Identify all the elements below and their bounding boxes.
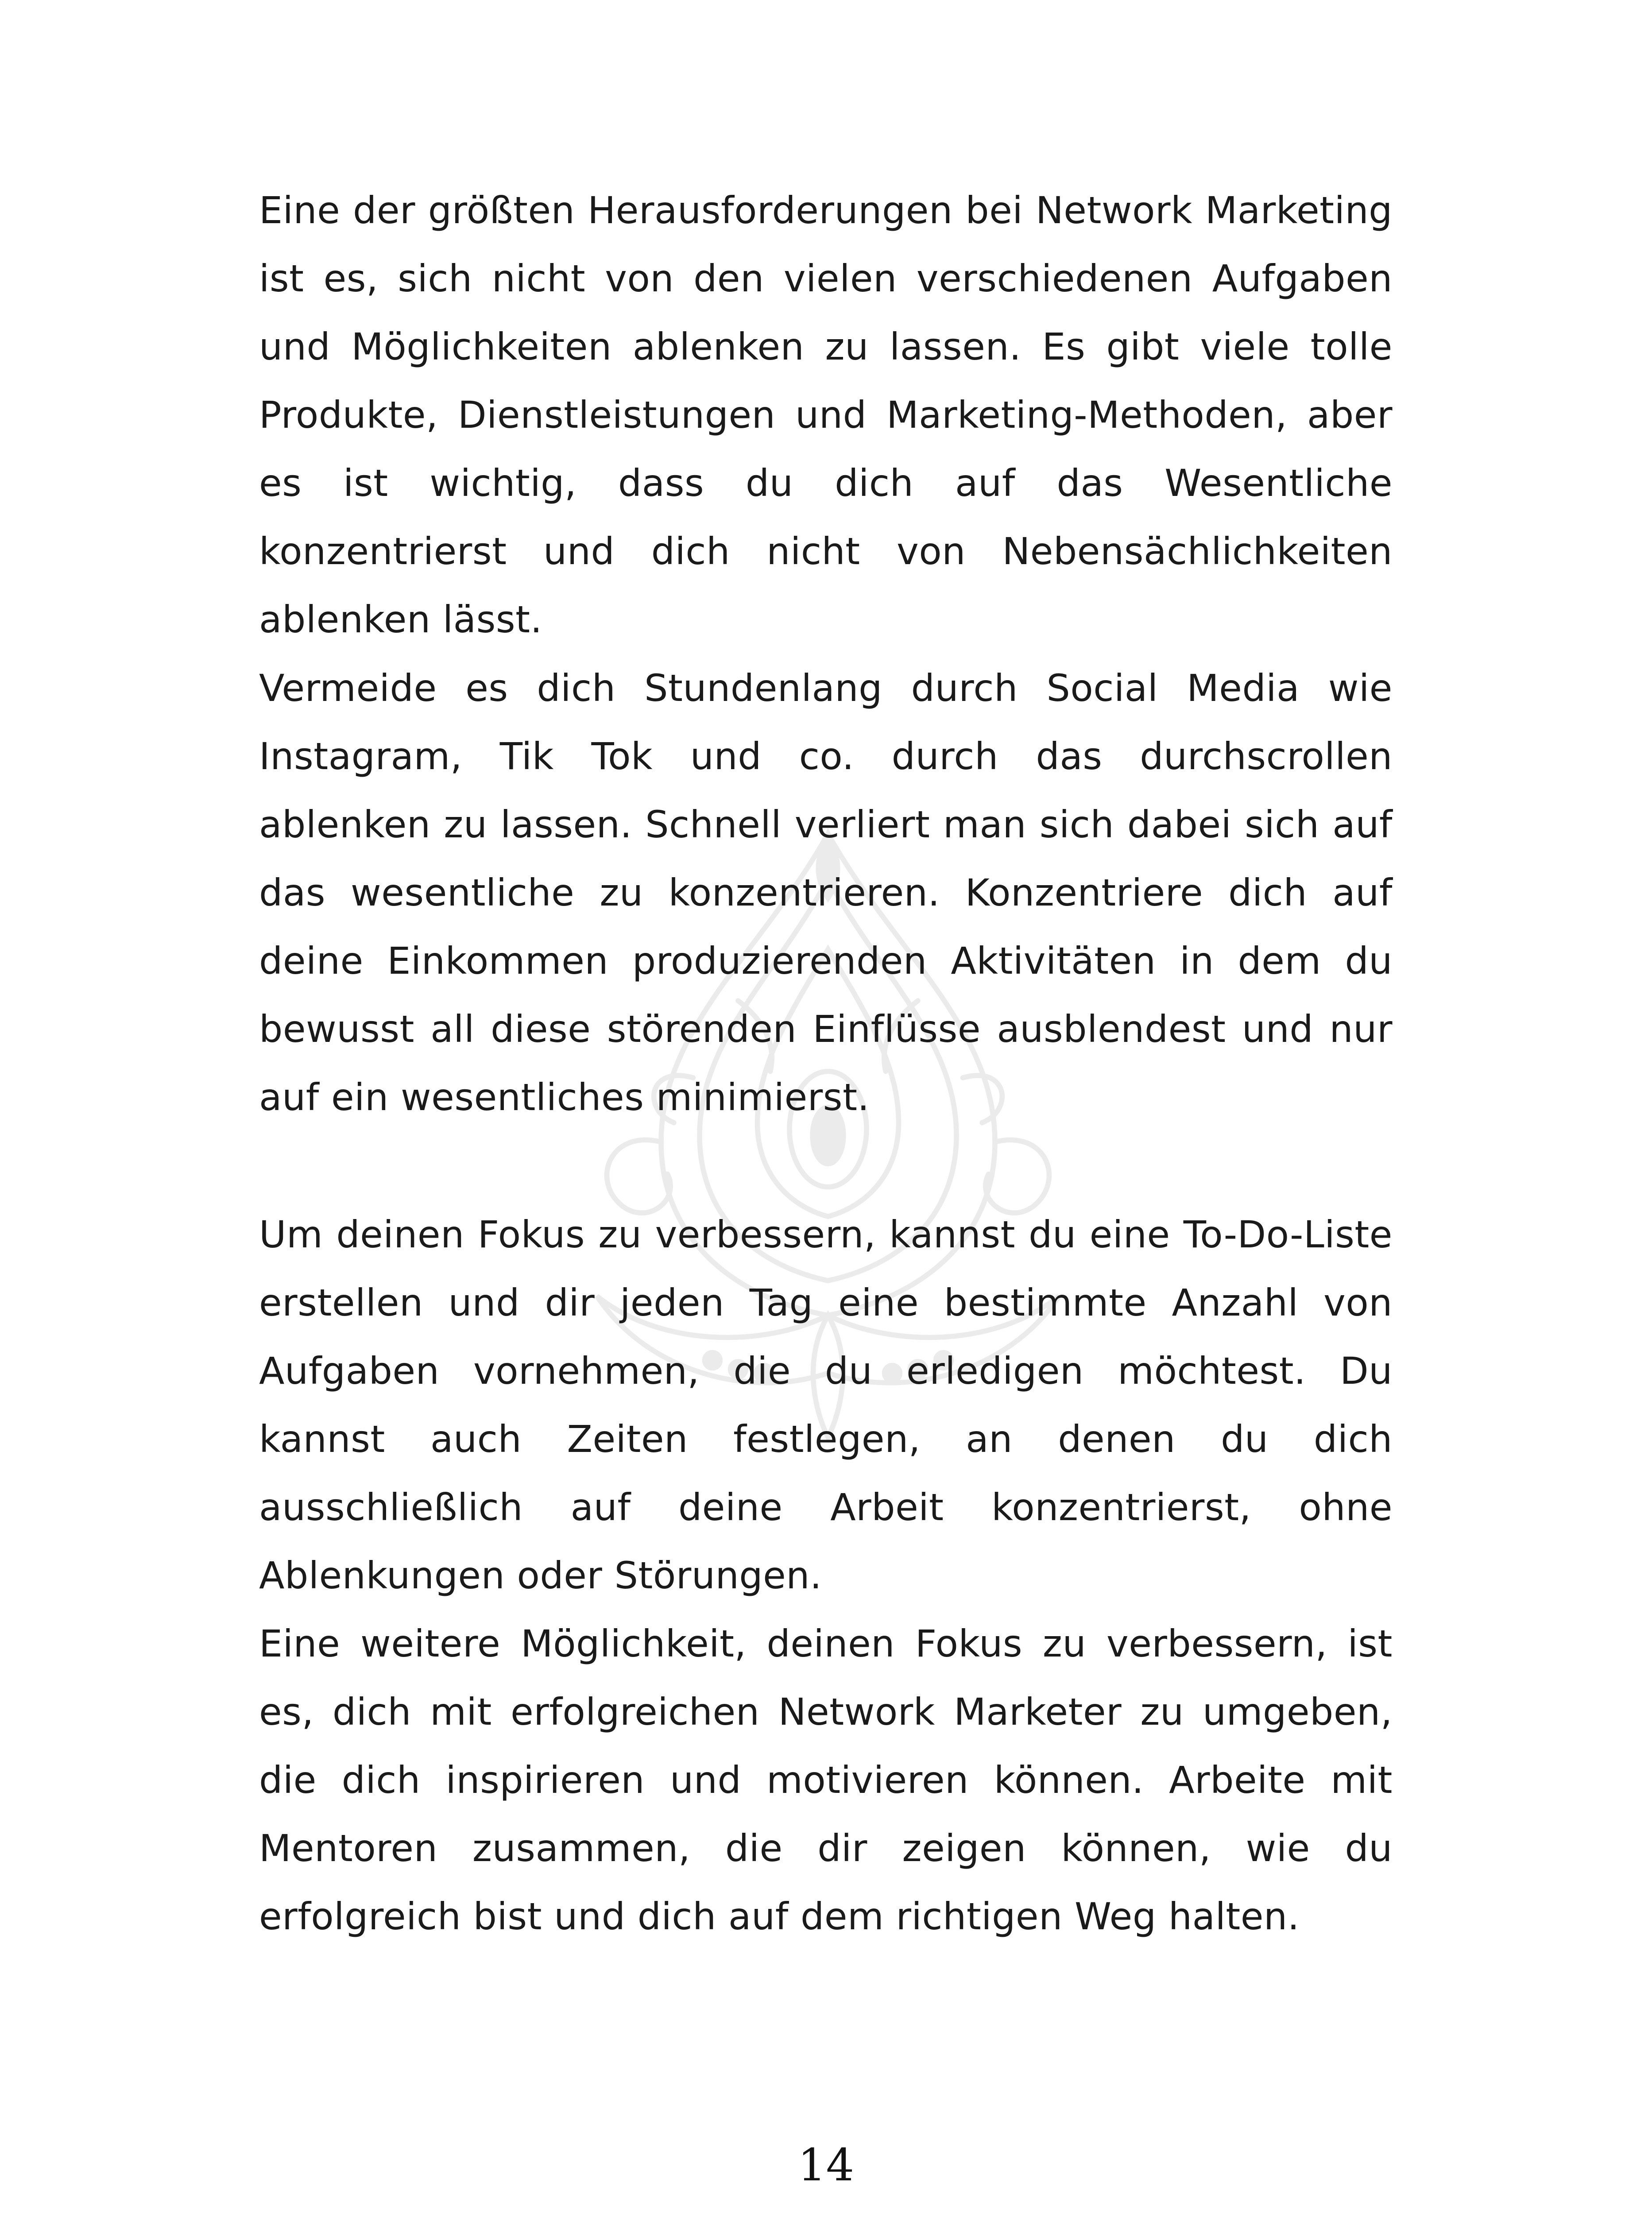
paragraph-3 [259,1200,1393,1951]
paragraph-2 [259,654,1393,1131]
paragraph-text: Eine weitere Möglichkeit, deinen Fokus zu verbessern, ist es, dich mit erfolgreichen Network Marketer zu umgeben, die dich inspirieren und motivieren können. Arbeite mit Mentoren zusammen, die dir zeigen können, wie du erfolgreich bist und dich auf dem richtigen Weg halten. [259,1622,1393,1938]
page-number: 14 [797,2139,855,2191]
paragraph-text: Um deinen Fokus zu verbessern, kannst du eine To-Do-Liste erstellen und dir jeden Tag eine bestimmte Anzahl von Aufgaben vornehmen, die du erledigen möchtest. Du kannst auch Zeiten festlegen, an denen du dich ausschließlich auf deine Arbeit konzentrierst, ohne Ablenkungen oder Störungen. [259,1213,1393,1597]
paragraph-1 [259,176,1393,654]
paragraph-text: Eine der größten Herausforderungen bei Network Marketing ist es, sich nicht von den vielen verschiedenen Aufgaben und Möglichkeiten ablenken zu lassen. Es gibt viele tolle Produkte, Dienstleistungen und Marketing-Methoden, aber es ist wichtig, dass du dich auf das Wesentliche konzentrierst und dich nicht von Nebensächlichkeiten ablenken lässt. [259,189,1393,641]
paragraph-text: Vermeide es dich Stundenlang durch Social Media wie Instagram, Tik Tok und co. durch das durchscrollen ablenken zu lassen. Schnell verliert man sich dabei sich auf das wesentliche zu konzentrieren. Konzentriere dich auf deine Einkommen produzierenden Aktivitäten in dem du bewusst all diese störenden Einflüsse ausblendest und nur auf ein wesentliches minimierst. [259,666,1393,1119]
